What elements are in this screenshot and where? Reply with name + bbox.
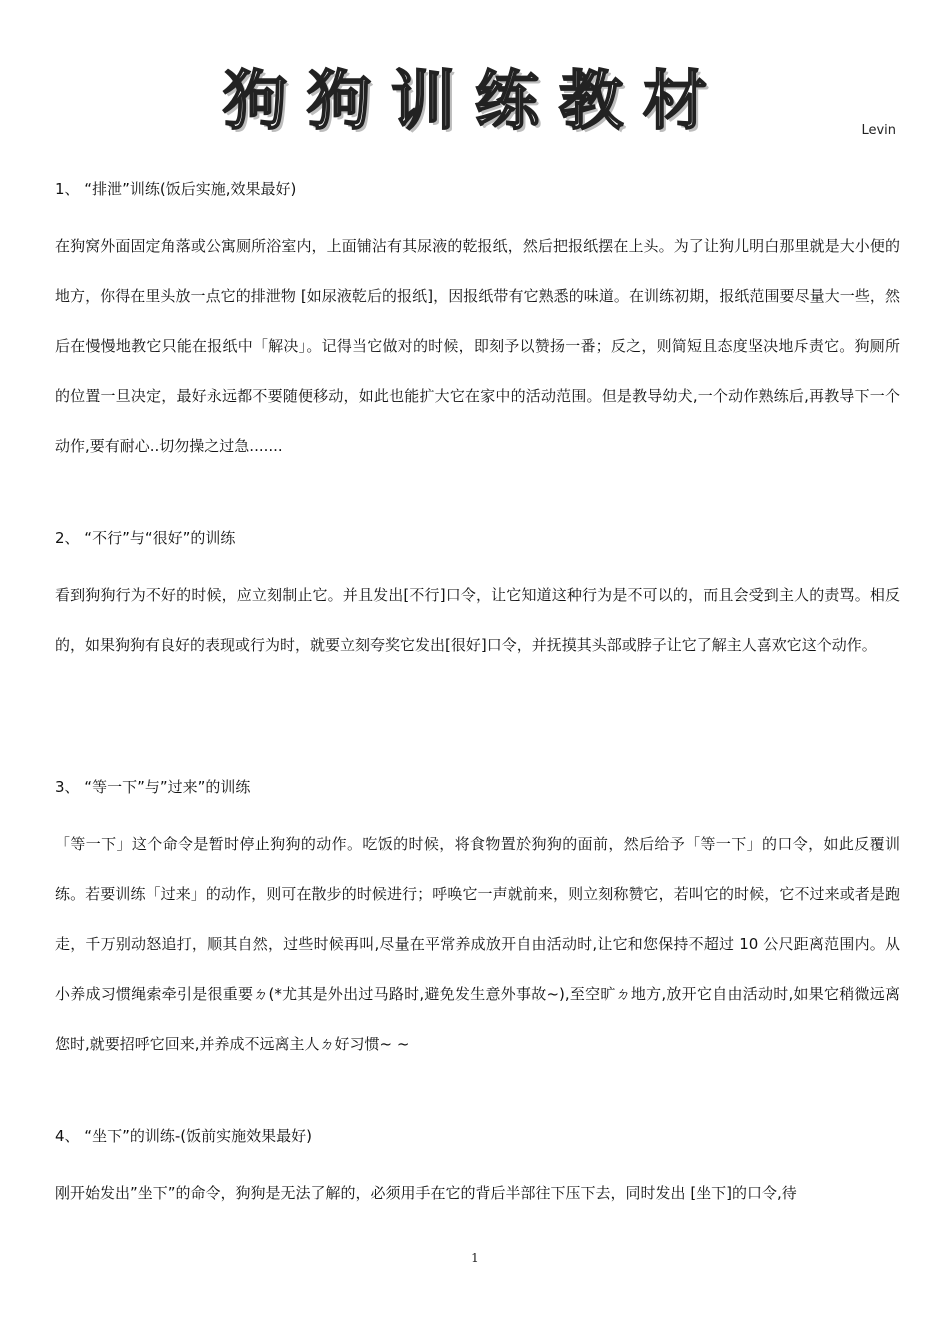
section-no-good-training — [55, 527, 900, 670]
section-heading: 2、 “不行”与“很好”的训练 — [55, 529, 236, 547]
section-heading: 1、 “排泄”训练(饭后实施,效果最好) — [55, 180, 297, 198]
section-heading: 4、 “坐下”的训练-(饭前实施效果最好) — [55, 1127, 312, 1145]
section-body: 「等一下」这个命令是暂时停止狗狗的动作。吃饭的时候，将食物置於狗狗的面前，然后给予「等一下」的口令，如此反覆训练。若要训练「过来」的动作，则可在散步的时候进行；呼唤它一声就前来，则立刻称赞它，若叫它的时候，它不过来或者是跑走，千万别动怒追打，顺其自然，过些时候再叫,尽量在平常养成放开自由活动时,让它和您保持不超过 10 公尺距离范围内。从小养成习惯绳索牵引是很重要ㄉ(*尤其是外出过马路时,避免发生意外事故~),至空旷ㄉ地方,放开它自由活动时,如果它稍微远离您时,就要招呼它回来,并养成不远离主人ㄉ好习惯~ ~ — [55, 835, 900, 1053]
author-name: Levin — [861, 123, 896, 138]
section-sit-training — [55, 1125, 900, 1218]
section-heading: 3、 “等一下”与”过来”的训练 — [55, 778, 251, 796]
document-title: 狗狗训练教材 — [223, 65, 727, 139]
section-wait-come-training — [55, 776, 900, 1069]
section-body: 刚开始发出”坐下”的命令，狗狗是无法了解的，必须用手在它的背后半部往下压下去，同时发出 [坐下]的口令,待 — [55, 1184, 797, 1202]
section-body: 看到狗狗行为不好的时候，应立刻制止它。并且发出[不行]口令，让它知道这种行为是不可以的，而且会受到主人的责骂。相反的，如果狗狗有良好的表现或行为时，就要立刻夸奖它发出[很好]口令，并抚摸其头部或脖子让它了解主人喜欢它这个动作。 — [55, 586, 900, 654]
section-excretion-training — [55, 178, 900, 471]
section-body: 在狗窝外面固定角落或公寓厕所浴室内，上面铺沾有其尿液的乾报纸，然后把报纸摆在上头。为了让狗儿明白那里就是大小便的地方，你得在里头放一点它的排泄物 [如尿液乾后的报纸]，因报纸带有它熟悉的味道。在训练初期，报纸范围要尽量大一些，然后在慢慢地教它只能在报纸中「解决」。记得当它做对的时候，即刻予以赞扬一番；反之，则简短且态度坚决地斥责它。狗厕所的位置一旦决定，最好永远都不要随便移动，如此也能扩大它在家中的活动范围。但是教导幼犬,一个动作熟练后,再教导下一个动作,要有耐心..切勿操之过急....... — [55, 237, 900, 455]
page-number: 1 — [471, 1251, 479, 1265]
